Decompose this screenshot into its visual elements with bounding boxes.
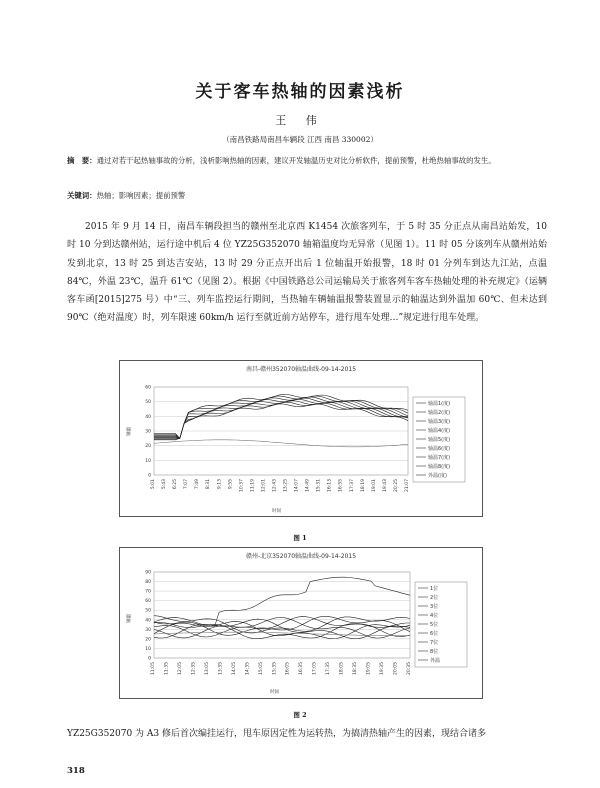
f2-plot-frame <box>154 572 410 658</box>
f1-xtick: 9:55 <box>228 479 234 490</box>
f2-xtick: 14:35 <box>245 662 251 675</box>
affiliation: （南昌铁路局南昌车辆段 江西 南昌 330002） <box>222 135 378 144</box>
f1-xtick: 19:43 <box>382 479 388 492</box>
body-paragraph: 2015 年 9 月 14 日，南昌车辆段担当的赣州至北京西 K1454 次旅客列车，于 5 时 35 分正点从南昌站始发，10 时 10 分到达赣州站，运行途中机后 4 位 YZ25G352070 轴箱温度均无异常（见图 1）。11 时 05 分该列车从赣州站始发到北京，13 时 25 到达吉安站，13 时 29 分正点开出后 1 位轴温开始报警，18 时 01 分列车到达九江站，点温 84℃，外温 23℃，温升 61℃（见图 2）。根据《中国铁路总公司运输局关于旅客列车客车热轴处理的补充规定》（运辆客车函[2015]275 号）中“三、列车监控运行期间，当热轴车辆轴温报警装置显示的轴温达到外温加 60℃、但未达到 90℃（绝对温度）时，列车限速 60km/h 运行至就近前方站停车，进行甩车处理…”规定进行甩车处理。 <box>67 222 547 324</box>
figure-2-chart <box>120 548 482 698</box>
f1-xtick: 13:25 <box>283 479 289 492</box>
f2-xtick: 18:05 <box>339 662 345 675</box>
f1-xtick: 5:01 <box>151 479 156 490</box>
f1-legend-label: 轴温2(度) <box>428 409 451 416</box>
f2-ytick: 10 <box>145 646 151 652</box>
abstract-label: 摘 要： <box>67 156 97 165</box>
figure-2-ylabel: 轴温 <box>127 614 132 623</box>
figure-1-caption: 图 1 <box>293 534 307 542</box>
f1-legend-label: 轴温1(度) <box>428 400 451 407</box>
f2-xtick: 18:35 <box>353 662 359 675</box>
f2-xtick: 15:05 <box>258 662 264 675</box>
paper-title: 关于客车热轴的因素浅析 <box>195 82 405 102</box>
f2-legend-label: 1位 <box>430 585 439 592</box>
f1-xtick: 18:19 <box>360 479 366 492</box>
keywords <box>67 190 545 201</box>
f1-ytick: 60 <box>145 385 151 391</box>
f1-ytick: 0 <box>148 473 151 479</box>
f1-ytick: 20 <box>145 444 151 450</box>
f2-legend-box <box>415 582 467 667</box>
f2-xtick: 16:35 <box>299 662 305 675</box>
page-number: 318 <box>67 766 85 776</box>
f2-xtick: 11:35 <box>164 662 170 675</box>
f2-legend-label: 7位 <box>430 639 439 646</box>
f1-xtick: 12:43 <box>272 479 278 492</box>
keywords-text: 热轴；影响因素；提前预警 <box>96 191 186 200</box>
f1-xtick: 20:25 <box>393 479 399 492</box>
figure-2-xlabel: 时间 <box>270 690 279 695</box>
f2-ytick: 50 <box>145 608 151 614</box>
f1-xtick: 6:25 <box>173 479 179 490</box>
f2-ytick: 40 <box>145 618 151 624</box>
f2-xtick: 20:05 <box>393 662 399 675</box>
f1-xtick: 7:07 <box>184 479 190 490</box>
f1-legend-label: 轴温7(度) <box>428 454 451 461</box>
f1-ytick: 30 <box>145 429 151 435</box>
f2-legend-label: 5位 <box>430 621 439 628</box>
f2-legend-label: 4位 <box>430 612 439 619</box>
f1-legend-label: 轴温5(度) <box>428 436 451 443</box>
f2-legend-label: 外温 <box>430 657 441 664</box>
figure-1-chart <box>120 361 482 516</box>
f2-ytick: 0 <box>148 656 151 662</box>
f2-xtick: 20:35 <box>407 662 412 675</box>
f2-xtick: 14:05 <box>231 662 237 675</box>
f1-xtick: 16:55 <box>338 479 344 492</box>
f2-ytick: 20 <box>145 637 151 643</box>
f1-xtick: 11:19 <box>250 479 256 492</box>
f1-xtick: 21:07 <box>405 479 410 492</box>
f2-ytick: 70 <box>145 589 151 595</box>
figure-2-title: 赣州-北京352070轴温曲线-09-14-2015 <box>245 553 357 560</box>
f2-xtick: 17:05 <box>312 662 318 675</box>
figure-1 <box>119 360 483 517</box>
f2-legend-label: 2位 <box>430 594 439 601</box>
f1-xtick: 12:01 <box>261 479 267 492</box>
f2-xtick: 16:05 <box>285 662 291 675</box>
f1-series-line <box>154 404 408 439</box>
f1-xtick: 14:07 <box>294 479 300 492</box>
figure-1-title: 南昌-赣州352070轴温曲线-09-14-2015 <box>245 366 357 373</box>
f1-xtick: 10:37 <box>239 479 245 492</box>
f2-legend-label: 8位 <box>430 648 439 655</box>
f1-legend-label: 轴温3(度) <box>428 418 451 425</box>
body-text <box>67 218 547 328</box>
f1-legend-label: 轴温4(度) <box>428 427 451 434</box>
figure-1-xlabel: 时间 <box>272 509 281 514</box>
author-name: 王 伟 <box>275 114 325 127</box>
f2-legend-label: 3位 <box>430 603 439 610</box>
f2-ytick: 80 <box>145 580 151 586</box>
f1-legend-label: 轴温6(度) <box>428 445 451 452</box>
f1-xtick: 8:31 <box>206 479 212 490</box>
f2-ytick: 60 <box>145 599 151 605</box>
f2-ytick: 90 <box>145 570 151 576</box>
f2-xtick: 12:05 <box>177 662 183 675</box>
f2-ytick: 30 <box>145 627 151 633</box>
continuing-paragraph: YZ25G352070 为 A3 修后首次编挂运行，甩车原因定性为运转热，为搞清热轴产生的因素，现结合诸多 <box>67 729 487 739</box>
f1-xtick: 19:01 <box>371 479 377 492</box>
f2-xtick: 19:35 <box>380 662 386 675</box>
f1-xtick: 16:13 <box>327 479 333 492</box>
figure-1-ylabel: 轴温 <box>127 427 132 436</box>
f1-series-line <box>154 394 408 439</box>
figure-2 <box>119 547 483 699</box>
f2-xtick: 11:05 <box>151 662 156 675</box>
f2-xtick: 15:35 <box>272 662 278 675</box>
f1-xtick: 5:43 <box>162 479 168 490</box>
f1-legend-label: 外温(度) <box>428 472 447 479</box>
f1-ytick: 50 <box>145 400 151 406</box>
keywords-label: 关键词： <box>67 191 97 200</box>
figure-2-caption: 图 2 <box>293 711 307 719</box>
f2-xtick: 19:05 <box>366 662 372 675</box>
f2-legend-label: 6位 <box>430 630 439 637</box>
f2-xtick: 13:05 <box>204 662 210 675</box>
f2-series-line <box>154 577 410 626</box>
f2-xtick: 12:35 <box>191 662 197 675</box>
f1-xtick: 9:13 <box>217 479 223 490</box>
f1-legend-label: 轴温8(度) <box>428 463 451 470</box>
f1-xtick: 7:49 <box>195 479 201 490</box>
abstract-text: 通过对若干起热轴事故的分析，浅析影响热轴的因素，建议开发轴温历史对比分析软件，提前预警，杜绝热轴事故的发生。 <box>96 156 496 165</box>
f1-xtick: 14:49 <box>305 479 311 492</box>
f1-xtick: 17:37 <box>349 479 355 492</box>
f2-xtick: 17:35 <box>326 662 332 675</box>
abstract <box>67 153 545 168</box>
f2-xtick: 13:35 <box>218 662 224 675</box>
f1-ytick: 10 <box>145 458 151 464</box>
f1-ytick: 40 <box>145 414 151 420</box>
f1-xtick: 15:31 <box>316 479 322 492</box>
